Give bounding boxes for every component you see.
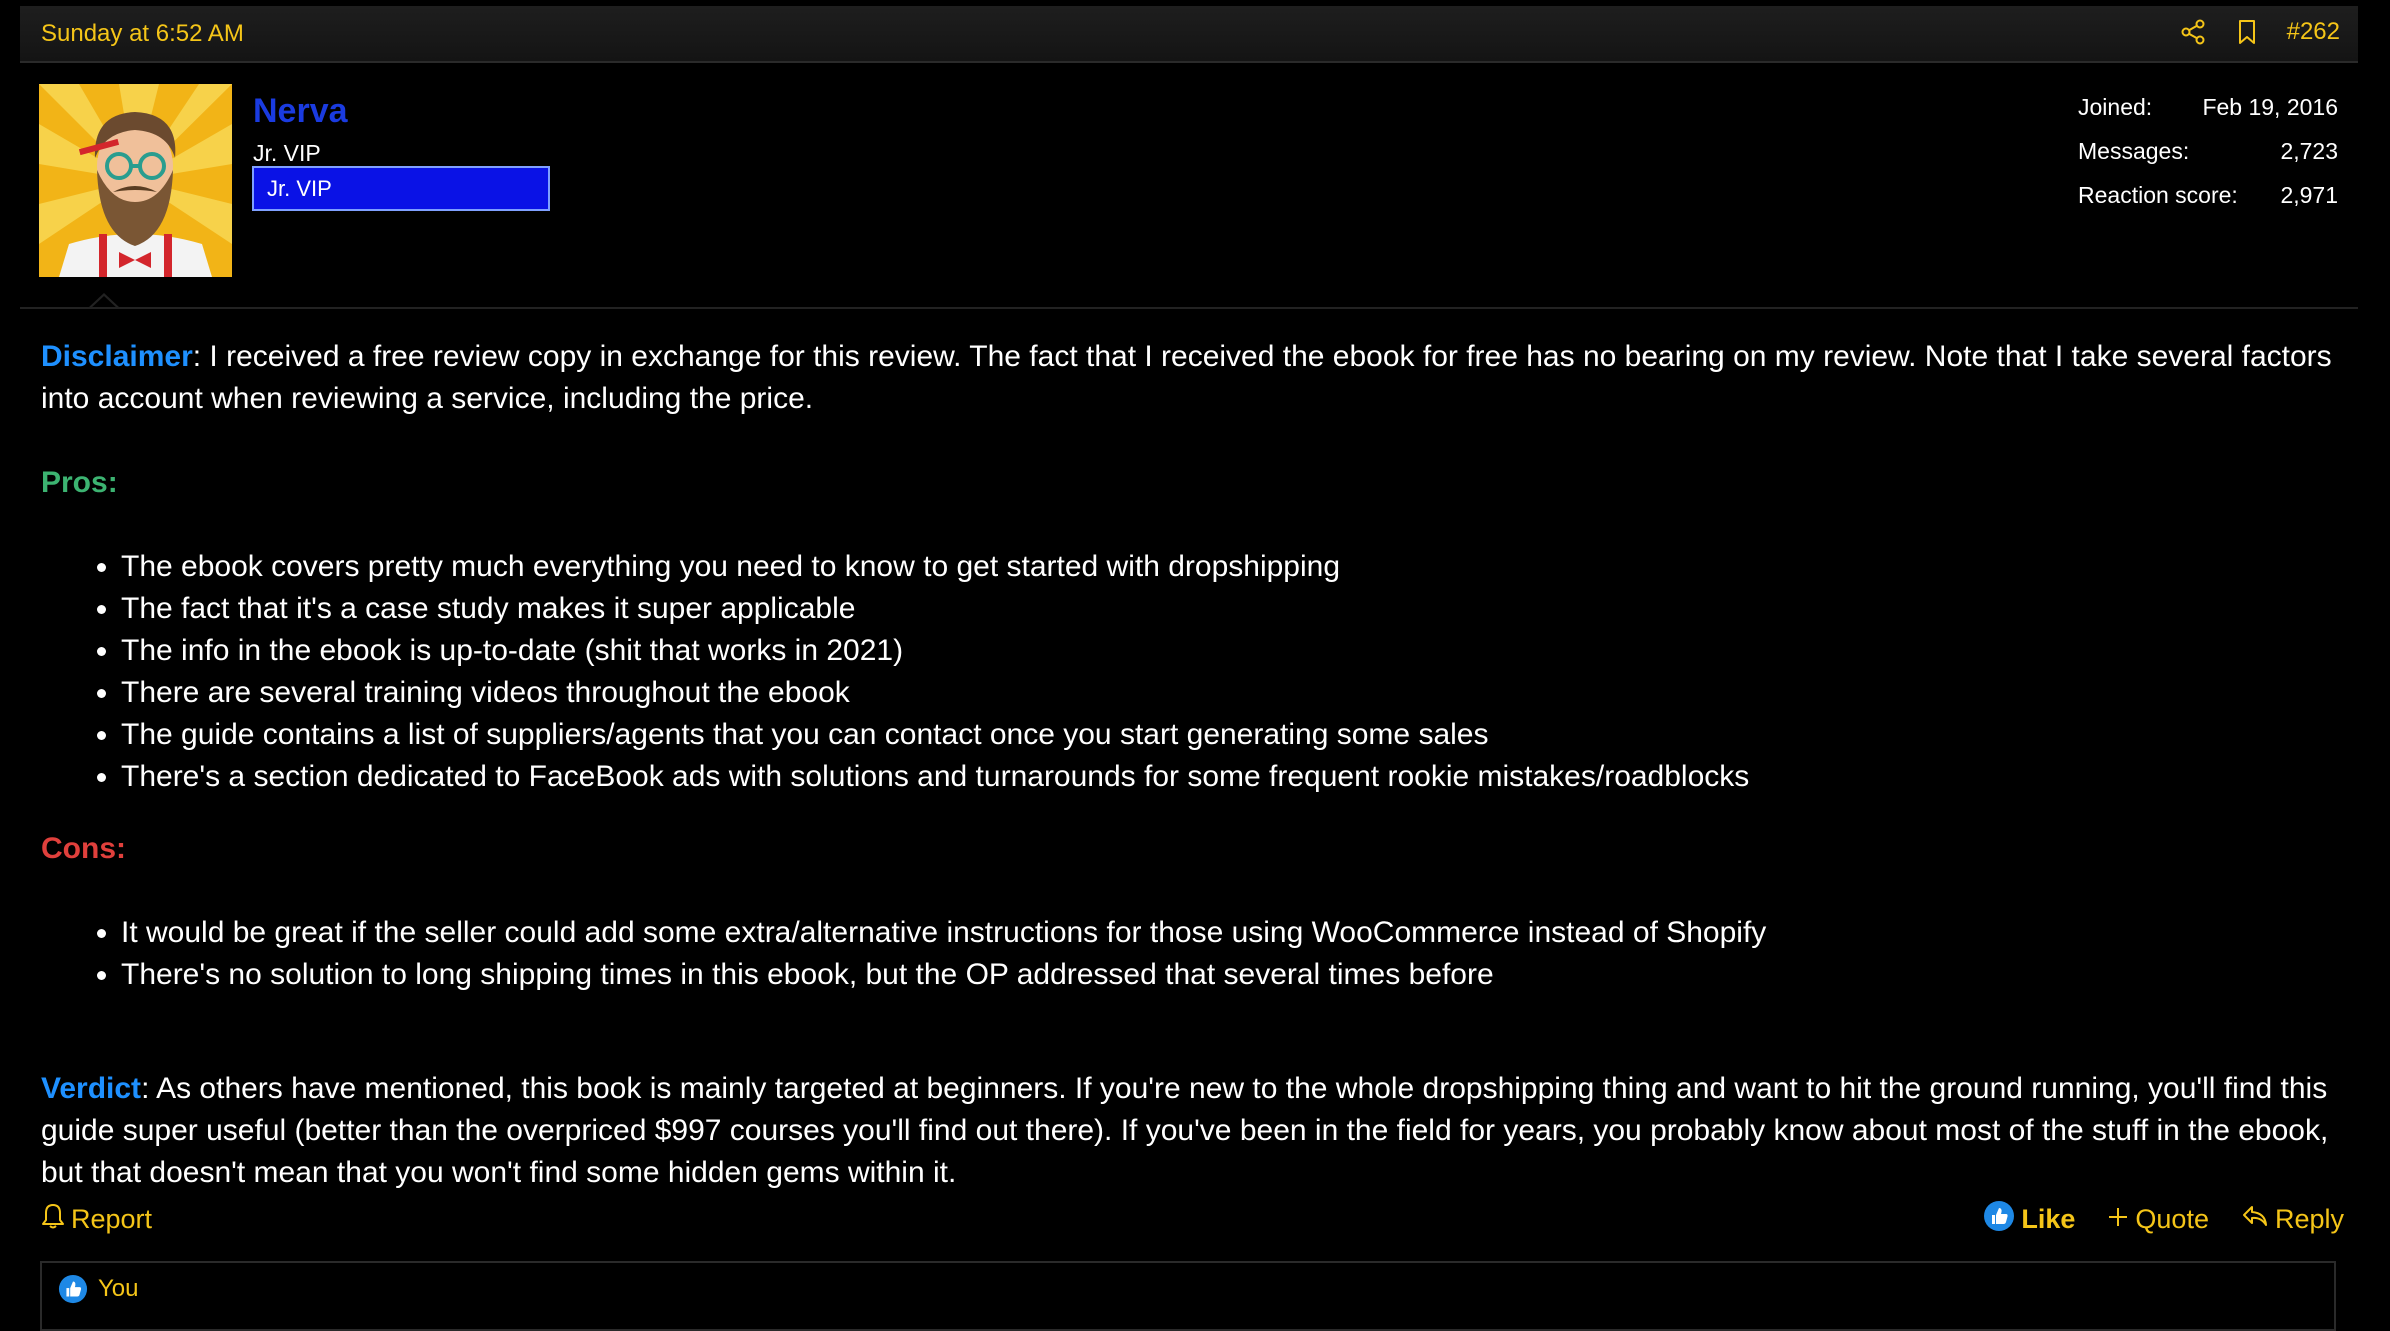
- username-link[interactable]: Nerva: [253, 92, 348, 130]
- disclaimer-text: : I received a free review copy in exchange for this review. The fact that I received the ebook for free has no bearing on my review. Note that I take several factors into account when reviewing a service, including the price.: [41, 340, 2332, 415]
- stat-messages: [2078, 138, 2338, 182]
- list-item: • There are several training videos throughout the ebook: [121, 672, 2361, 714]
- list-item: • It would be great if the seller could add some extra/alternative instructions for those using WooCommerce instead of Shopify: [121, 912, 2361, 954]
- forum-post: [20, 6, 2358, 1320]
- post-actions: [1983, 1200, 2344, 1239]
- disclaimer-paragraph: [41, 336, 2361, 420]
- stat-label: Reaction score:: [2078, 182, 2238, 208]
- post-number-link[interactable]: #262: [2286, 18, 2340, 45]
- stat-value: 2,971: [2280, 182, 2338, 208]
- plus-icon: [2107, 1204, 2129, 1235]
- reply-label: Reply: [2274, 1204, 2344, 1234]
- bookmark-icon[interactable]: [2233, 18, 2261, 46]
- share-icon[interactable]: [2179, 18, 2207, 46]
- reply-button[interactable]: [2241, 1203, 2344, 1236]
- disclaimer-label: Disclaimer: [41, 340, 193, 373]
- post-header: [20, 6, 2358, 63]
- user-title: Jr. VIP: [253, 140, 321, 166]
- stat-joined: [2078, 94, 2338, 138]
- like-label: Like: [2021, 1204, 2076, 1234]
- quote-button[interactable]: [2107, 1204, 2209, 1235]
- cons-label: Cons:: [41, 832, 126, 865]
- reply-arrow-icon: [2241, 1203, 2269, 1236]
- list-item: • The ebook covers pretty much everything you need to know to get started with dropshipping: [121, 546, 2361, 588]
- bell-icon: [41, 1202, 65, 1237]
- user-stats: [2078, 94, 2338, 226]
- header-actions: [2179, 18, 2340, 46]
- quote-label: Quote: [2135, 1204, 2209, 1234]
- thumbs-up-icon: [58, 1274, 88, 1304]
- report-button[interactable]: [41, 1202, 152, 1237]
- pros-heading: [41, 462, 2361, 504]
- stat-reaction-score: [2078, 182, 2338, 226]
- user-block-divider: [20, 307, 2358, 309]
- avatar[interactable]: [39, 84, 232, 277]
- verdict-label: Verdict: [41, 1072, 142, 1105]
- cons-heading: [41, 828, 2361, 870]
- stat-value: Feb 19, 2016: [2202, 94, 2338, 120]
- list-item: • The fact that it's a case study makes it super applicable: [121, 588, 2361, 630]
- stat-label: Messages:: [2078, 138, 2190, 164]
- cons-list: [41, 912, 2361, 996]
- pros-label: Pros:: [41, 466, 118, 499]
- thumbs-up-icon: [1983, 1200, 2015, 1239]
- verdict-text: : As others have mentioned, this book is mainly targeted at beginners. If you're new to the whole dropshipping thing and want to hit the ground running, you'll find this guide super useful (better than the overpriced $997 courses you'll find out there). If you've been in the field for years, you probably know about most of the stuff in the ebook, but that doesn't mean that you won't find some hidden gems within it.: [41, 1072, 2329, 1189]
- user-block-notch: [88, 293, 120, 308]
- stat-label: Joined:: [2078, 94, 2153, 120]
- message-body: [41, 336, 2361, 1194]
- reactions-text[interactable]: You: [98, 1275, 139, 1302]
- list-item: • There's no solution to long shipping times in this ebook, but the OP addressed that several times before: [121, 954, 2361, 996]
- reactions-bar[interactable]: [40, 1261, 2336, 1331]
- like-button[interactable]: [1983, 1200, 2075, 1239]
- list-item: • The info in the ebook is up-to-date (shit that works in 2021): [121, 630, 2361, 672]
- list-item: • The guide contains a list of suppliers/agents that you can contact once you start generating some sales: [121, 714, 2361, 756]
- verdict-paragraph: [41, 1068, 2361, 1194]
- user-banner: Jr. VIP: [252, 166, 550, 211]
- report-label: Report: [71, 1204, 153, 1234]
- stat-value[interactable]: 2,723: [2280, 138, 2338, 164]
- list-item: • There's a section dedicated to FaceBook ads with solutions and turnarounds for some frequent rookie mistakes/roadblocks: [121, 756, 2361, 798]
- post-date[interactable]: Sunday at 6:52 AM: [41, 20, 244, 47]
- pros-list: [41, 546, 2361, 798]
